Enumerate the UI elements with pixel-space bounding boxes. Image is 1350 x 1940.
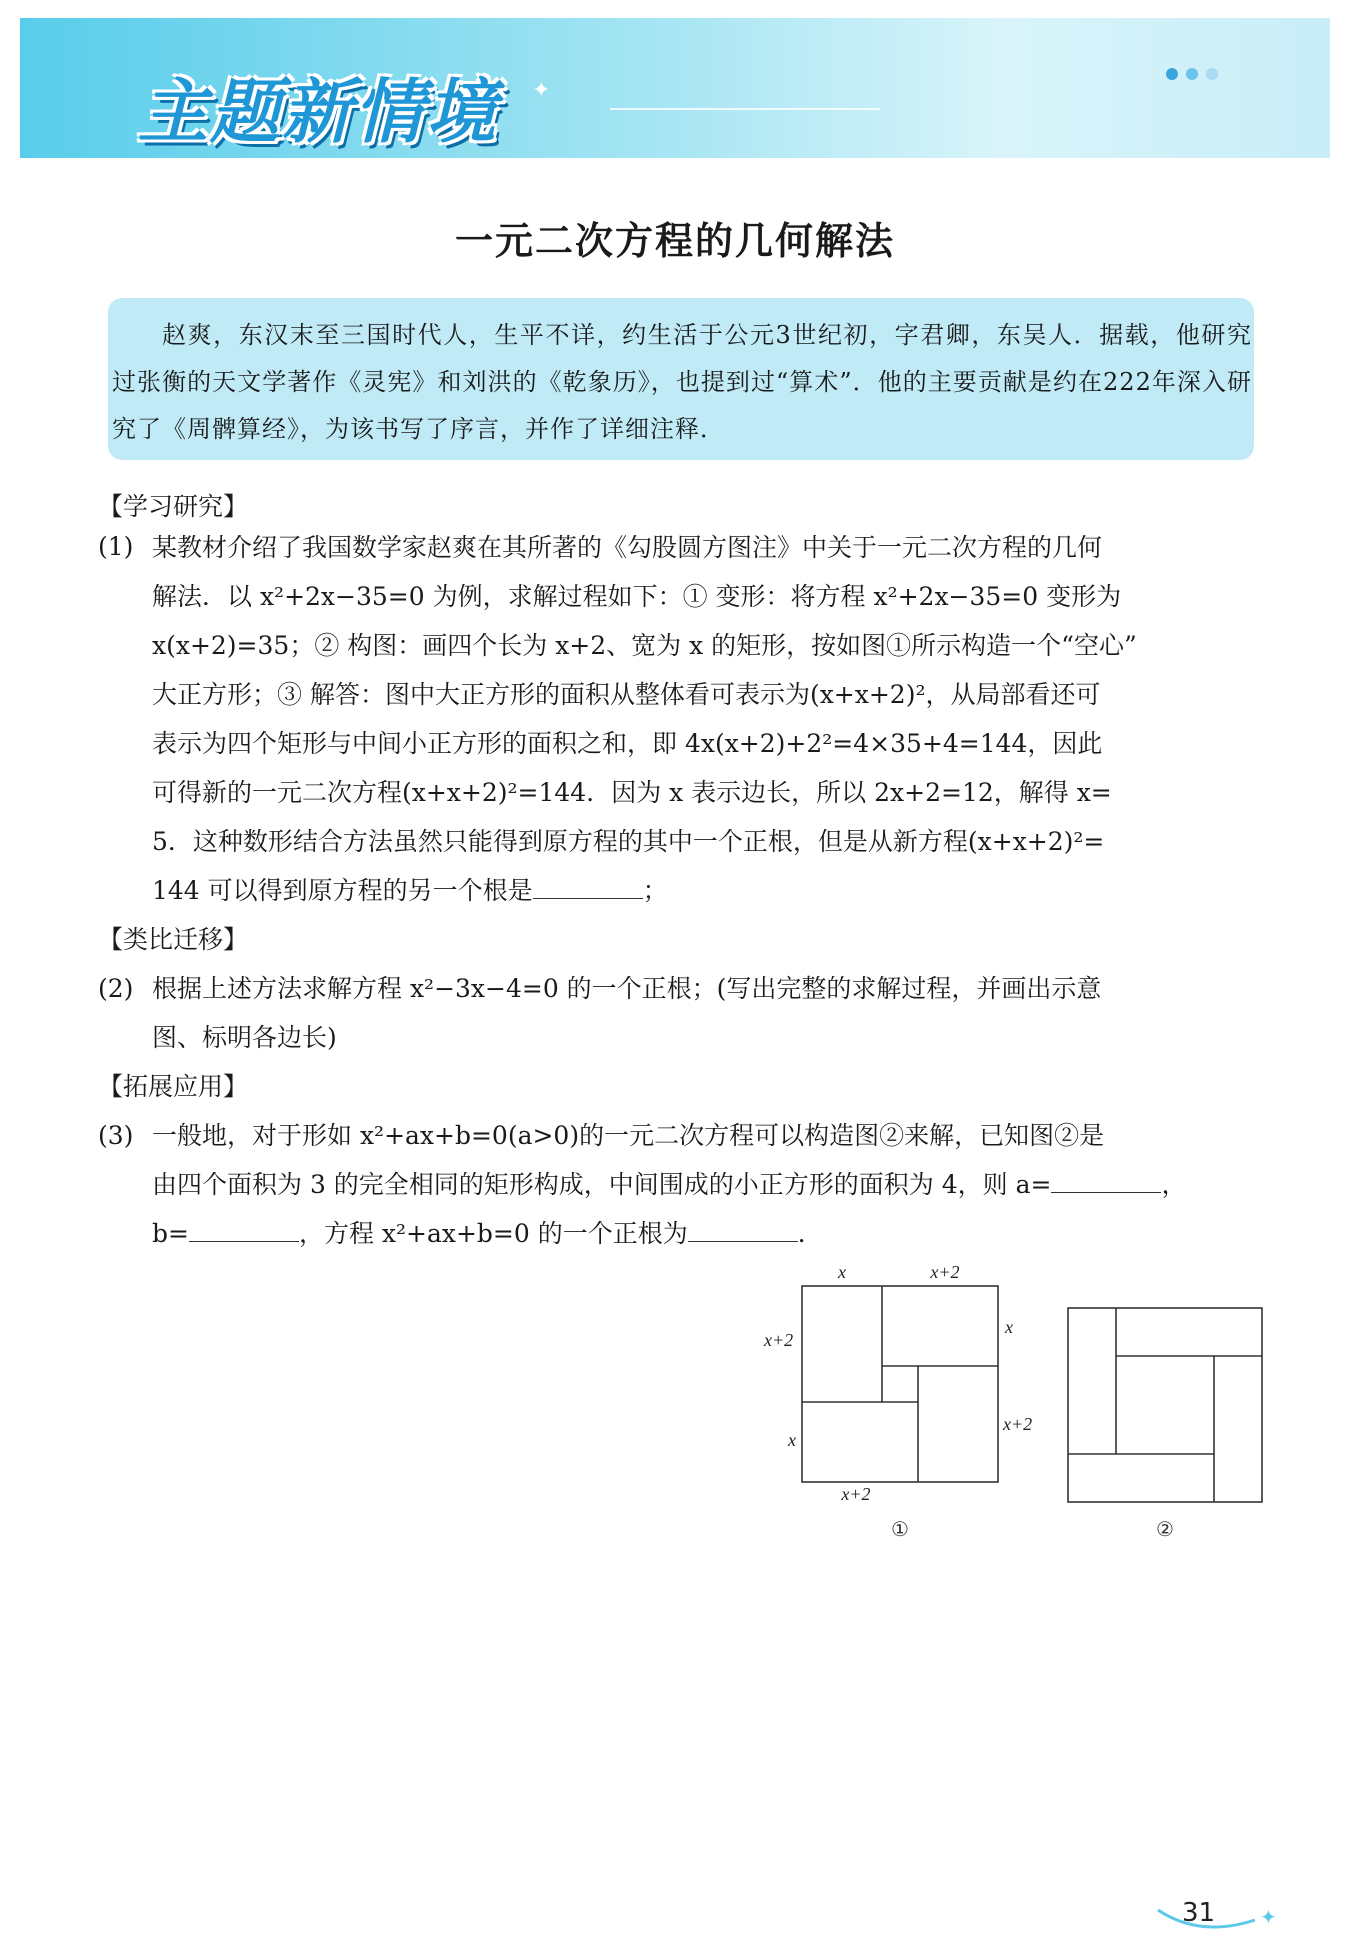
figure-2-caption: ② [1156, 1517, 1174, 1541]
svg-text:✦: ✦ [1260, 1905, 1277, 1929]
figure-1-caption: ① [891, 1517, 909, 1541]
label-bottom: x+2 [841, 1484, 871, 1504]
question-1-line-3: x(x+2)=35；② 构图：画四个长为 x+2、宽为 x 的矩形，按如图①所示构造一个“空心” [152, 631, 1137, 660]
intro-text: 赵爽，东汉末至三国时代人，生平不详，约生活于公元3世纪初，字君卿，东吴人．据载，他研究过张衡的天文学著作《灵宪》和刘洪的《乾象历》，也提到过“算术”．他的主要贡献是约在222年深入研究了《周髀算经》，为该书写了序言，并作了详细注释． [112, 321, 1252, 443]
answer-blank-root[interactable] [688, 1215, 798, 1242]
question-1-line-5: 表示为四个矩形与中间小正方形的面积之和，即 4x(x+2)+2²=4×35+4=144，因此 [152, 729, 1103, 758]
label-left-lower: x [788, 1430, 796, 1450]
banner-title: 主题新情境 [138, 71, 498, 153]
question-1-line-8 [152, 866, 1264, 915]
banner-dots [1166, 68, 1218, 80]
section-heading-study: 【学习研究】 [98, 492, 249, 521]
answer-blank[interactable] [533, 872, 643, 899]
answer-blank-a[interactable] [1051, 1166, 1161, 1193]
outer-square [1068, 1308, 1262, 1502]
label-top-right: x+2 [930, 1262, 960, 1282]
header-banner [20, 18, 1330, 158]
answer-blank-b[interactable] [189, 1215, 299, 1242]
question-1-line-1: 某教材介绍了我国数学家赵爽在其所著的《勾股圆方图注》中关于一元二次方程的几何 [152, 533, 1103, 562]
page-number: 31 [1182, 1898, 1216, 1928]
question-3-line-1: 一般地，对于形如 x²+ax+b=0(a>0)的一元二次方程可以构造图②来解，已知图②是 [152, 1121, 1105, 1150]
label-right-upper: x [1005, 1317, 1013, 1337]
question-1-line-2: 解法．以 x²+2x−35=0 为例，求解过程如下：① 变形：将方程 x²+2x−35=0 变形为 [152, 582, 1122, 611]
question-3-line-2-end: ， [1161, 1170, 1187, 1199]
question-number-1: (1) [98, 532, 134, 561]
sparkle-icon: ✦ [532, 78, 551, 103]
question-1-line-7: 5．这种数形结合方法虽然只能得到原方程的其中一个正根，但是从新方程(x+x+2)²= [152, 827, 1105, 856]
banner-divider [610, 108, 880, 110]
label-top-left: x [838, 1262, 846, 1282]
section-heading-application: 【拓展应用】 [98, 1072, 249, 1101]
section-heading-analogy: 【类比迁移】 [98, 925, 249, 954]
dot-icon [1206, 68, 1218, 80]
question-1-line-8-text: 144 可以得到原方程的另一个根是 [152, 876, 533, 905]
dot-icon [1186, 68, 1198, 80]
question-2-line-2: 图、标明各边长) [152, 1023, 337, 1052]
question-3-line-2 [152, 1160, 1264, 1209]
question-1-line-4: 大正方形；③ 解答：图中大正方形的面积从整体看可表示为(x+x+2)²，从局部看还可 [152, 680, 1101, 709]
question-3-line-3-mid: ，方程 x²+ax+b=0 的一个正根为 [298, 1219, 688, 1248]
question-2-line-1: 根据上述方法求解方程 x²−3x−4=0 的一个正根；(写出完整的求解过程，并画出示意 [152, 974, 1102, 1003]
question-1-line-8-end: ； [642, 876, 668, 905]
question-1-line-6: 可得新的一元二次方程(x+x+2)²=144．因为 x 表示边长，所以 2x+2=12，解得 x= [152, 778, 1112, 807]
figure-2 [1060, 1300, 1270, 1550]
question-3-line-3-end: ． [797, 1219, 823, 1248]
page-title: 一元二次方程的几何解法 [454, 218, 895, 263]
label-left-upper: x+2 [764, 1330, 794, 1350]
figure-1 [760, 1260, 1050, 1550]
question-3-line-3 [152, 1209, 1264, 1258]
label-right-lower: x+2 [1003, 1414, 1033, 1434]
question-3-line-2-text: 由四个面积为 3 的完全相同的矩形构成，中间围成的小正方形的面积为 4，则 a= [152, 1170, 1052, 1199]
question-number-3: (3) [98, 1121, 134, 1150]
question-3-line-3-start: b= [152, 1219, 189, 1248]
dot-icon [1166, 68, 1178, 80]
outer-square [802, 1286, 998, 1482]
question-number-2: (2) [98, 974, 134, 1003]
